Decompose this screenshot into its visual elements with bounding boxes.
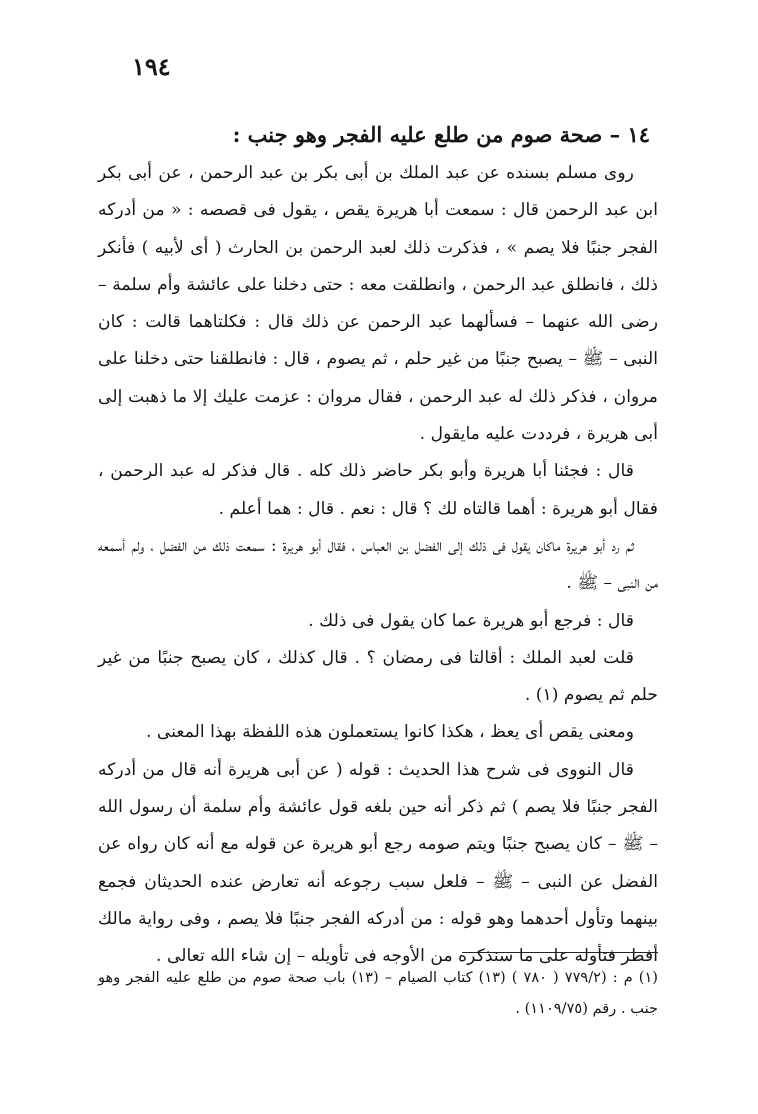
- page-number: ١٩٤: [132, 52, 171, 81]
- main-text: [98, 115, 658, 976]
- paragraph: قلت لعبد الملك : أقالتا فى رمضان ؟ . قال كذلك ، كان يصبح جنبًا من غير حلم ثم يصوم (١) .: [98, 647, 658, 706]
- footnote-divider: [462, 952, 658, 953]
- paragraph: ومعنى يقص أى يعظ ، هكذا كانوا يستعملون هذه اللفظة بهذا المعنى .: [145, 722, 634, 743]
- paragraph: قال : فرجع أبو هريرة عما كان يقول فى ذلك .: [308, 610, 634, 631]
- footnote: (١) م : (٧٧٩/٢ ( ٧٨٠ ) (١٣) كتاب الصيام – (١٣) باب صحة صوم من طلع عليه الفجر وهو جنب . رقم (١١٠٩/٧٥) .: [98, 969, 658, 1017]
- paragraph: قال النووى فى شرح هذا الحديث : قوله ( عن أبى هريرة أنه قال من أدركه الفجر جنبًا فلا يصم ) ثم ذكر أنه حين بلغه قول عائشة وأم سلمة أن رسول الله – ﷺ – كان يصبح جنبًا ويتم صومه رجع أبو هريرة عن قوله مع أنه كان رواه عن الفضل عن النبى – ﷺ – فلعل سبب رجوعه أنه تعارض عنده الحديثان فجمع بينهما وتأول أحدهما وهو قوله : من أدركه الفجر جنبًا فلا يصم ، وفى رواية مالك أفطر فتأوله على ما سنذكره من الأوجه فى تأويله – إن شاء الله تعالى .: [98, 759, 658, 967]
- paragraph: روى مسلم بسنده عن عبد الملك بن أبى بكر بن عبد الرحمن ، عن أبى بكر ابن عبد الرحمن قال : سمعت أبا هريرة يقص ، يقول فى قصصه : « من أدركه الفجر جنبًا فلا يصم » ، فذكرت ذلك لعبد الرحمن بن الحارث ( أى لأبيه ) فأنكر ذلك ، فانطلق عبد الرحمن ، وانطلقت معه : حتى دخلنا على عائشة وأم سلمة – رضى الله عنهما – فسألهما عبد الرحمن عن ذلك قال : فكلتاهما قالت : كان النبى – ﷺ – يصبح جنبًا من غير حلم ، ثم يصوم ، قال : فانطلقنا حتى دخلنا على مروان ، فذكر ذلك له عبد الرحمن ، فقال مروان : عزمت عليك إلا ما ذهبت إلى أبى هريرة ، فرددت عليه مايقول .: [98, 163, 658, 445]
- paragraph: قال : فجئنا أبا هريرة وأبو بكر حاضر ذلك كله . قال فذكر له عبد الرحمن ، فقال أبو هريرة : أهما قالتاه لك ؟ قال : نعم . قال : هما أعلم .: [98, 461, 658, 519]
- footnotes: [98, 962, 658, 1024]
- paragraph: ثم رد أبو هريرة ماكان يقول فى ذلك إلى الفضل بن العباس ، فقال أبو هريرة : سمعت ذلك من الفضل ، ولم أسمعه من النبى – ﷺ .: [98, 535, 658, 594]
- section-heading: ١٤ – صحة صوم من طلع عليه الفجر وهو جنب :: [232, 122, 650, 147]
